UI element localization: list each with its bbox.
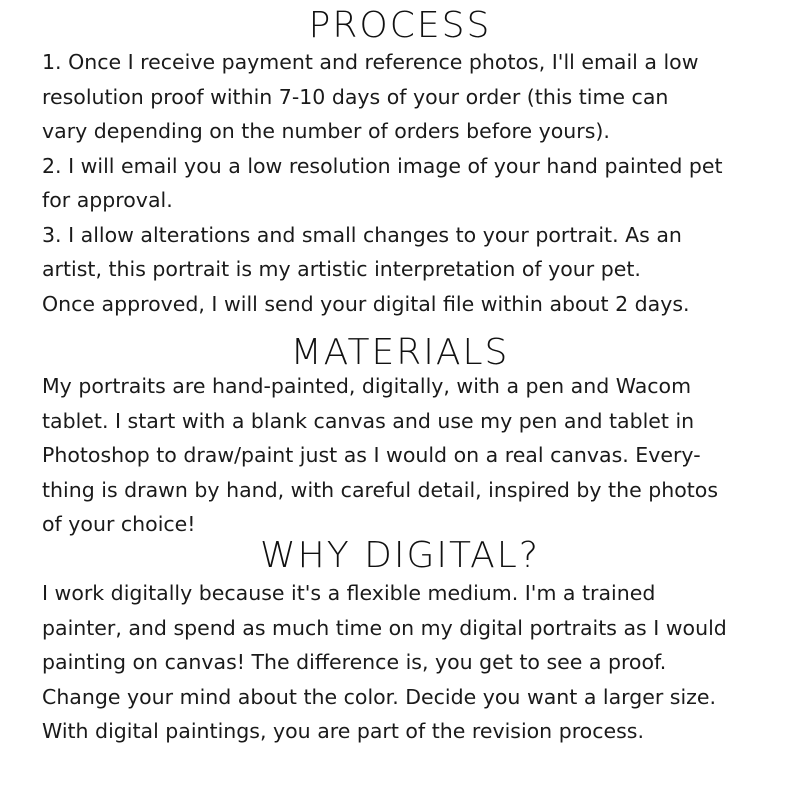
- materials-line: My portraits are hand-painted, digitally, with a pen and Wacom: [42, 374, 692, 398]
- why-digital-line: I work digitally because it's a flexible medium. I'm a trained: [42, 581, 656, 605]
- materials-line: thing is drawn by hand, with careful detail, inspired by the photos: [42, 478, 718, 502]
- process-line: vary depending on the number of orders before yours).: [42, 119, 610, 143]
- materials-line: of your choice!: [42, 512, 196, 536]
- process-line: 3. I allow alterations and small changes to your portrait. As an: [42, 223, 682, 247]
- materials-heading: MATERIALS: [290, 332, 510, 373]
- process-line: 2. I will email you a low resolution image of your hand painted pet: [42, 154, 723, 178]
- materials-line: tablet. I start with a blank canvas and use my pen and tablet in: [42, 409, 695, 433]
- why-digital-line: painter, and spend as much time on my digital portraits as I would: [42, 616, 727, 640]
- process-line: artist, this portrait is my artistic interpretation of your pet.: [42, 257, 641, 281]
- why-digital-line: With digital paintings, you are part of the revision process.: [42, 719, 644, 743]
- materials-line: Photoshop to draw/paint just as I would on a real canvas. Every-: [42, 443, 701, 467]
- why-digital-line: Change your mind about the color. Decide you want a larger size.: [42, 685, 717, 709]
- why-digital-heading: WHY DIGITAL?: [260, 535, 540, 576]
- process-heading: PROCESS: [308, 5, 492, 46]
- process-line: 1. Once I receive payment and reference photos, I'll email a low: [42, 50, 699, 74]
- process-line: Once approved, I will send your digital file within about 2 days.: [42, 292, 690, 316]
- process-line: resolution proof within 7-10 days of your order (this time can: [42, 85, 669, 109]
- process-line: for approval.: [42, 188, 173, 212]
- why-digital-line: painting on canvas! The difference is, you get to see a proof.: [42, 650, 667, 674]
